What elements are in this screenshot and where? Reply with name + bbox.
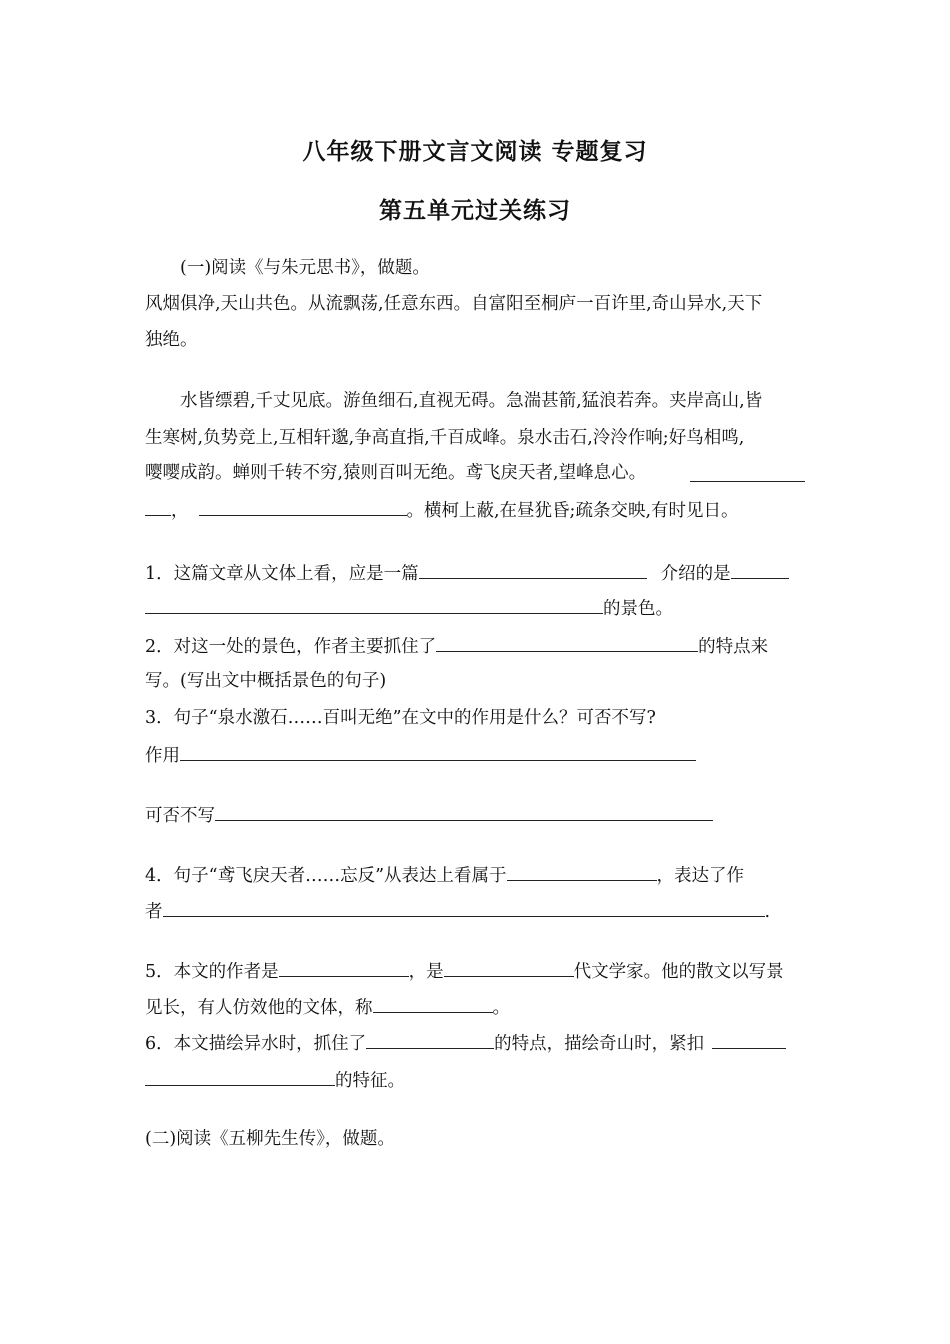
answer-blank[interactable] [712,1030,786,1049]
question-3-omit [145,802,713,828]
question-text: 作用 [145,746,180,766]
question-1-cont [145,595,673,621]
passage-line: 独绝。 [145,330,198,350]
question-text: 的景色。 [603,599,673,619]
question-3-effect [145,742,696,768]
question-text: 介绍的是 [660,564,731,584]
answer-blank[interactable] [180,742,696,761]
question-text: 可否不写 [145,806,215,826]
question-5 [145,958,784,984]
question-text: 的特征。 [335,1071,405,1091]
question-text: 4．句子“鸢飞戾天者……忘反”从表达上看属于 [145,866,507,886]
passage-line: 生寒树,负势竞上,互相轩邈,争高直指,千百成峰。泉水击石,泠泠作响;好鸟相鸣, [145,428,745,448]
question-4-cont [145,898,770,924]
question-text: . [764,902,771,922]
passage-text: 。横柯上蔽,在昼犹昏;疏条交映,有时见日。 [406,501,739,521]
question-3: 3．句子“泉水激石……百叫无绝”在文中的作用是什么？可否不写? [145,708,656,728]
question-text: 1．这篇文章从文体上看，应是一篇 [145,564,419,584]
page-subtitle: 第五单元过关练习 [379,198,571,224]
question-text: 。 [492,998,510,1018]
answer-blank[interactable] [436,633,698,652]
question-text: ，是 [408,962,444,982]
answer-blank[interactable] [145,1067,335,1086]
page-title: 八年级下册文言文阅读 专题复习 [302,139,648,165]
question-text: 的特点来 [698,637,769,657]
answer-blank[interactable] [507,862,657,881]
answer-blank[interactable] [145,595,603,614]
passage-line: 嘤嘤成韵。蝉则千转不穷,猿则百叫无绝。鸢飞戾天者,望峰息心。 [145,463,647,483]
answer-blank[interactable] [731,560,789,579]
question-5-cont [145,994,510,1020]
question-6 [145,1030,786,1056]
fill-blank[interactable] [199,497,407,516]
question-text: 代文学家。他的散文以写景 [573,962,784,982]
question-6-cont [145,1067,405,1093]
section-1-heading: (一)阅读《与朱元思书》，做题。 [180,258,430,278]
passage-line: 水皆缥碧,千丈见底。游鱼细石,直视无碍。急湍甚箭,猛浪若奔。夹岸高山,皆 [180,391,763,411]
question-text: 6．本文描绘异水时，抓住了 [145,1034,367,1054]
question-1 [145,560,789,586]
question-2-note: 写。(写出文中概括景色的句子) [145,671,387,691]
answer-blank[interactable] [419,560,647,579]
passage-text: ， [171,501,189,521]
question-text: ，表达了作 [656,866,745,886]
question-text: 5．本文的作者是 [145,962,279,982]
answer-blank[interactable] [373,994,493,1013]
question-text: 见长，有人仿效他的文体，称 [145,998,373,1018]
answer-blank[interactable] [366,1030,494,1049]
question-text: 2．对这一处的景色，作者主要抓住了 [145,637,437,657]
section-2-heading: (二)阅读《五柳先生传》，做题。 [145,1129,395,1149]
answer-blank[interactable] [279,958,409,977]
answer-blank[interactable] [215,802,713,821]
fill-blank[interactable] [690,463,805,482]
answer-blank[interactable] [444,958,574,977]
question-2 [145,633,768,659]
question-4 [145,862,744,888]
fill-blank[interactable] [145,497,171,516]
question-text: 的特点，描绘奇山时，紧扣 [494,1034,705,1054]
answer-blank[interactable] [163,898,765,917]
passage-line [145,497,739,523]
passage-line: 风烟俱净,天山共色。从流飘荡,任意东西。自富阳至桐庐一百许里,奇山异水,天下 [145,294,763,314]
question-text: 者 [145,902,163,922]
